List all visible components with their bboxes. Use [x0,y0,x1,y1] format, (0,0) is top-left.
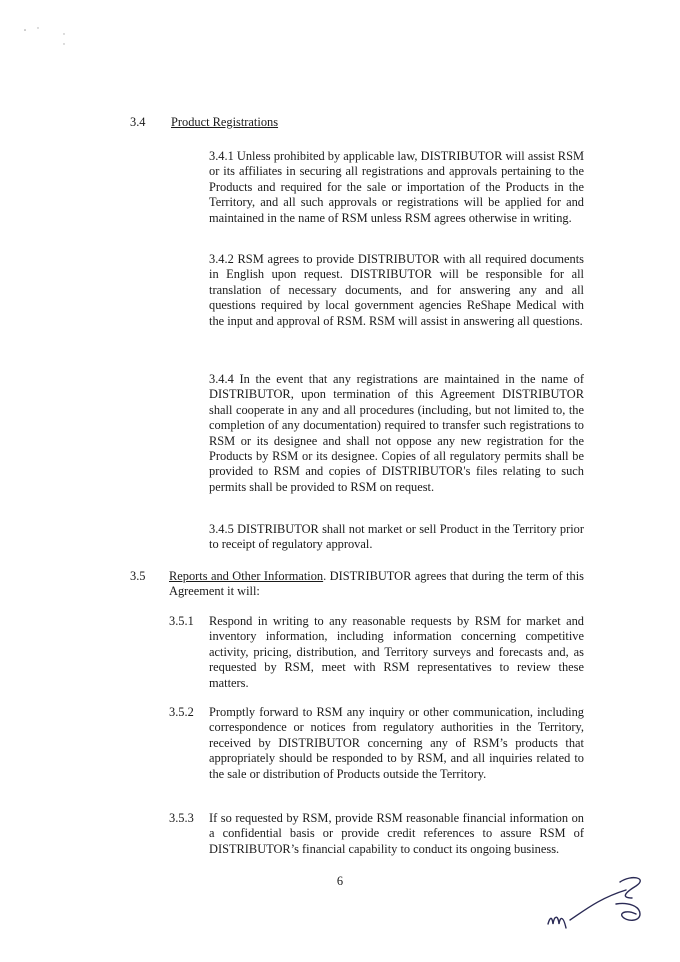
section-heading-reports: Reports and Other Information [169,569,324,583]
section-number-3-5: 3.5 [130,569,146,583]
item-3-5-3: If so requested by RSM, provide RSM reasonable financial information on a confidential basis or provide credit references to assure RSM of DISTRIBUTOR’s financial capability to conduct its ongoing business. [209,811,584,856]
item-3-5-2: Promptly forward to RSM any inquiry or other communication, including correspondence or notices from regulatory authorities in the Territory, received by DISTRIBUTOR concerning any of RSM’s products that appropriately should be responded to by RSM, and all inquiries related to the sale or distribution of Products outside the Territory. [209,705,584,781]
section-3-5-intro-text: . DISTRIBUTOR agrees that during the term of this Agreement it will: [169,569,584,599]
page-number: 6 [336,874,344,888]
paragraph-3-4-5: 3.4.5 DISTRIBUTOR shall not market or sell Product in the Territory prior to receipt of regulatory approval. [209,522,584,552]
scan-marks [20,24,70,54]
section-heading-product-registrations: Product Registrations [171,115,279,129]
section-3-5-intro [169,569,584,600]
item-number-3-5-1: 3.5.1 [169,614,194,628]
section-number-3-4: 3.4 [130,115,146,129]
item-number-3-5-2: 3.5.2 [169,705,194,719]
item-3-5-1: Respond in writing to any reasonable requests by RSM for market and inventory information, including information concerning competitive activity, pricing, distribution, and Territory surveys and forecasts and, as requested by RSM, meet with RSM representatives to review these matters. [209,614,584,690]
paragraph-3-4-2: 3.4.2 RSM agrees to provide DISTRIBUTOR with all required documents in English upon request. DISTRIBUTOR will be responsible for all translation of necessary documents, and for answering any and all questions required by local government agencies ReShape Medical with the input and approval of RSM. RSM will assist in answering all questions. [209,252,584,328]
paragraph-3-4-4: 3.4.4 In the event that any registrations are maintained in the name of DISTRIBUTOR, upon termination of this Agreement DISTRIBUTOR shall cooperate in any and all procedures (including, but not limited to, the completion of any documentation) required to transfer such registrations to RSM or its designee and shall not oppose any new registration for the Products by RSM or its designee. Copies of all regulatory permits shall be provided to RSM and copies of DISTRIBUTOR's files relating to such permits shall be provided to RSM on request. [209,372,584,494]
paragraph-3-4-1: 3.4.1 Unless prohibited by applicable law, DISTRIBUTOR will assist RSM or its affiliates in securing all registrations and approvals pertaining to the Products and required for the sale or importation of the Products in the Territory, and all such approvals or registrations will be applied for and maintained in the name of RSM unless RSM agrees otherwise in writing. [209,149,584,225]
handwritten-initials [540,872,660,942]
item-number-3-5-3: 3.5.3 [169,811,194,825]
